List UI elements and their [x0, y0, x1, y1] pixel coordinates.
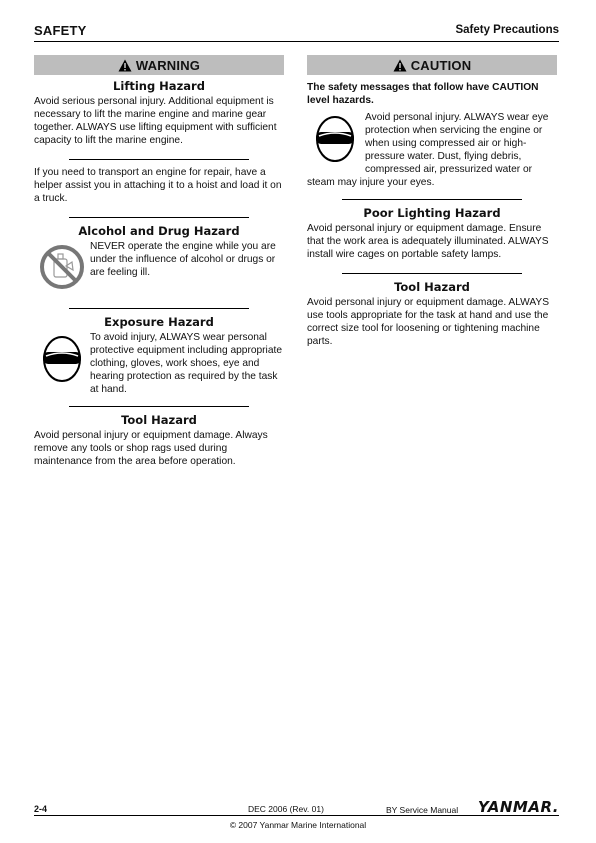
- alcohol-drug-hazard-title: Alcohol and Drug Hazard: [78, 224, 240, 238]
- page-title: Safety Precautions: [455, 24, 559, 36]
- section-divider: [69, 308, 249, 309]
- caution-tool-hazard-text: Avoid personal injury or equipment damage. ALWAYS use tools appropriate for the task at hand and use the correct size tool for loosening or tightening machine parts.: [307, 297, 549, 347]
- section-divider: [69, 159, 249, 160]
- caution-tool-hazard-title: Tool Hazard: [394, 280, 470, 294]
- footer-divider: [34, 815, 559, 816]
- alcohol-drug-hazard-text: NEVER operate the engine while you are under the influence of alcohol or drugs or are feeling ill.: [90, 241, 276, 278]
- section-label: SAFETY: [34, 23, 87, 38]
- no-alcohol-drugs-icon: [39, 244, 85, 290]
- warning-triangle-icon: [118, 59, 132, 72]
- section-divider: [69, 217, 249, 218]
- safety-goggles-icon: [313, 115, 357, 163]
- warning-column: [34, 55, 284, 468]
- lifting-hazard-text-1: Avoid serious personal injury. Additional equipment is necessary to lift the marine engine and marine gear together. ALWAYS use lifting equipment with sufficient capacity to lift the marine engine.: [34, 96, 277, 146]
- lifting-hazard-text-2: If you need to transport an engine for repair, have a helper assist you in attaching it to a hoist and load it on a truck.: [34, 167, 282, 204]
- copyright: © 2007 Yanmar Marine International: [229, 820, 367, 830]
- manual-name: BY Service Manual: [386, 805, 459, 815]
- poor-lighting-hazard-title: Poor Lighting Hazard: [363, 206, 501, 220]
- brand-logo: YANMAR.: [477, 798, 559, 816]
- caution-banner: [307, 55, 557, 75]
- poor-lighting-hazard-text: Avoid personal injury or equipment damage. Ensure that the work area is adequately illuminated. ALWAYS install wire cages on portable safety lamps.: [307, 223, 549, 260]
- section-divider: [69, 406, 249, 407]
- warning-triangle-icon: [393, 59, 407, 72]
- revision-date: DEC 2006 (Rev. 01): [248, 804, 324, 814]
- exposure-hazard-text: To avoid injury, ALWAYS wear personal protective equipment including appropriate clothing, gloves, work shoes, eye and hearing protection as required by the task at hand.: [90, 332, 282, 395]
- tool-hazard-text: Avoid personal injury or equipment damage. Always remove any tools or shop rags used during maintenance from the area before operation.: [34, 430, 268, 467]
- exposure-hazard-title: Exposure Hazard: [104, 315, 214, 329]
- lifting-hazard-title: Lifting Hazard: [113, 79, 205, 93]
- header-divider: [34, 41, 559, 42]
- section-divider: [342, 199, 522, 200]
- caution-column: [307, 55, 557, 348]
- warning-banner: [34, 55, 284, 75]
- page-number: 2-4: [34, 804, 48, 814]
- caution-intro: The safety messages that follow have CAUTION level hazards.: [307, 82, 539, 106]
- caution-banner-label: CAUTION: [410, 57, 472, 73]
- eye-protection-text: Avoid personal injury. ALWAYS wear eye protection when servicing the engine or when using compressed air or high-pressure water. Dust, flying debris, compressed air, pressurized water or steam may injure your eyes.: [307, 112, 549, 188]
- warning-banner-label: WARNING: [135, 57, 201, 73]
- tool-hazard-title: Tool Hazard: [121, 413, 197, 427]
- safety-goggles-icon: [40, 335, 84, 383]
- section-divider: [342, 273, 522, 274]
